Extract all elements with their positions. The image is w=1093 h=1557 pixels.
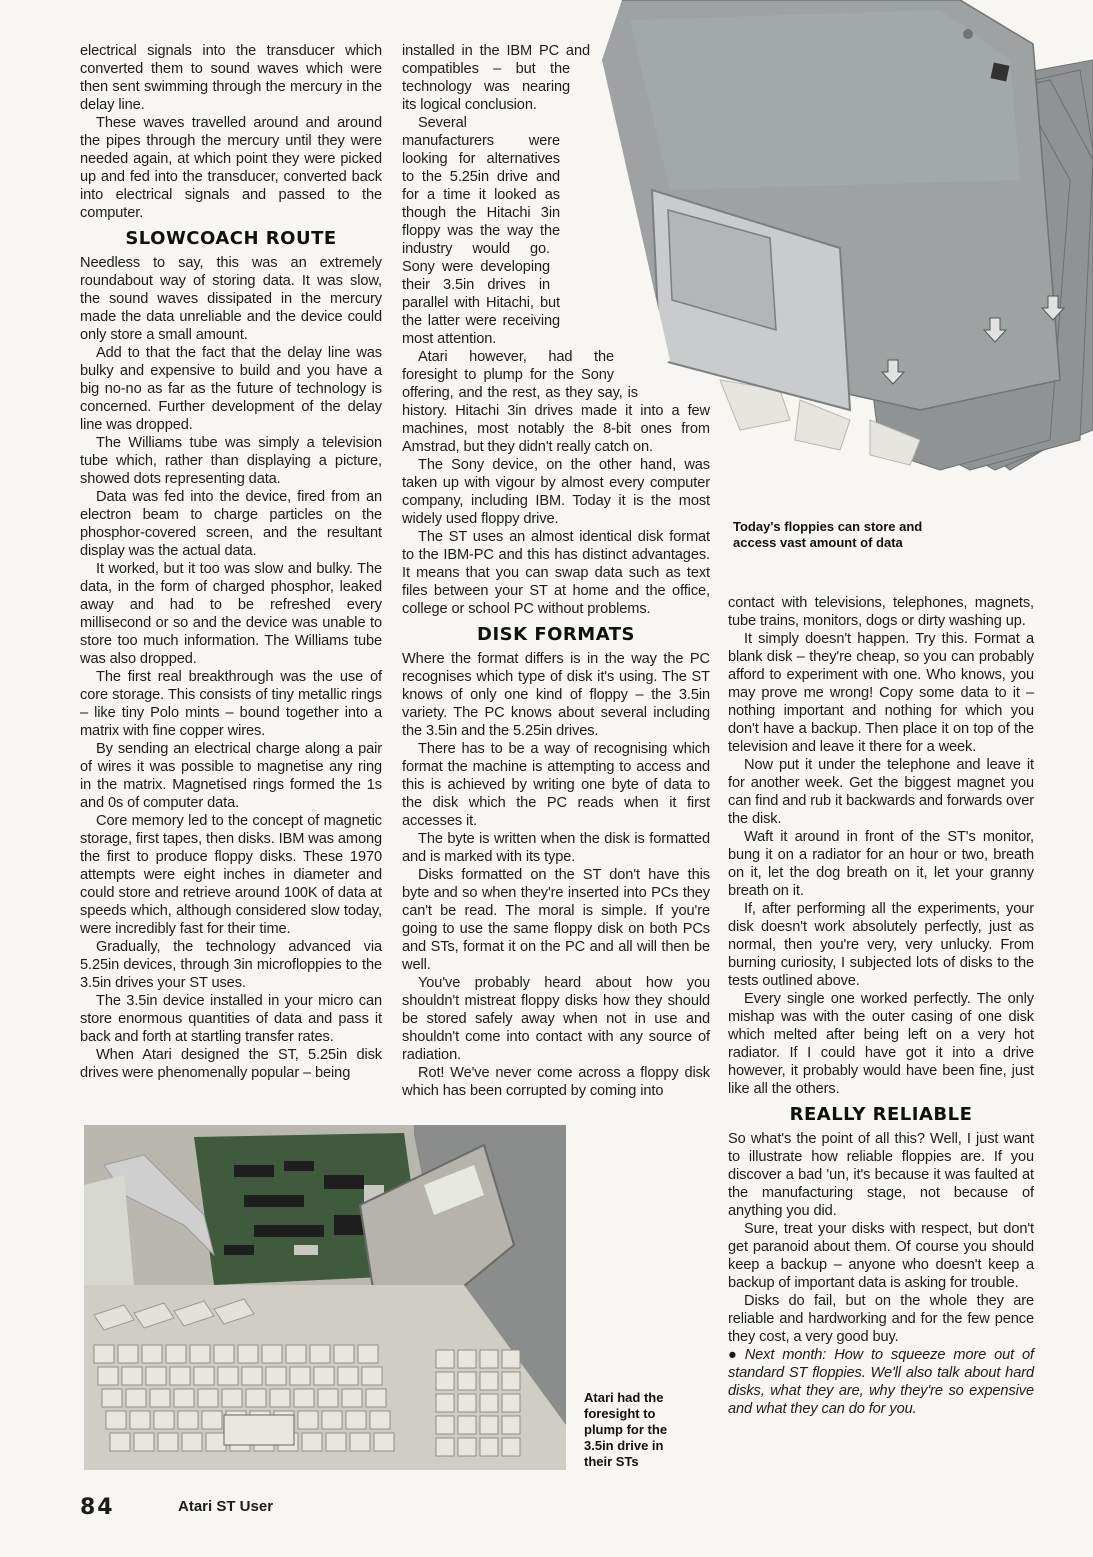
- paragraph: The Sony device, on the other hand, was taken up with vigour by almost every computer company, including IBM. Today it is the most widely used floppy drive.: [402, 457, 710, 527]
- keyboard-key: [262, 1345, 282, 1363]
- paragraph: Data was fed into the device, fired from an electron beam to charge particles on the phosphor-covered screen, and the resultant display was the actual data.: [80, 489, 382, 559]
- keyboard-key: [194, 1367, 214, 1385]
- page-number: 84: [80, 1495, 115, 1520]
- keyboard-key: [290, 1367, 310, 1385]
- keyboard-key: [302, 1433, 322, 1451]
- keyboard-key: [322, 1411, 342, 1429]
- paragraph: The ST uses an almost identical disk format to the IBM-PC and this has distinct advantages. It means that you can swap data such as text files between your ST at home and the office, college or school PC without problems.: [402, 529, 710, 617]
- keyboard-key: [294, 1389, 314, 1407]
- paragraph: So what's the point of all this? Well, I just want to illustrate how reliable floppies are. If you discover a bad 'un, it's because it was faulted at the manufacturing stage, not because of anything you did.: [728, 1131, 1034, 1219]
- keyboard-key: [206, 1433, 226, 1451]
- keyboard-key: [98, 1367, 118, 1385]
- keypad-key: [436, 1372, 454, 1390]
- keypad-key: [502, 1350, 520, 1368]
- keyboard-key: [266, 1367, 286, 1385]
- keyboard-key: [358, 1345, 378, 1363]
- atari-caption: Atari had the foresight to plump for the 3.5in drive in their STs: [584, 1390, 668, 1469]
- paragraph: Disks formatted on the ST don't have this byte and so when they're inserted into PCs they can't be read. The moral is simple. If you're going to use the same floppy disk on both PCs and STs, format it on the PC and all will then be well.: [402, 867, 710, 973]
- paragraph: Rot! We've never come across a floppy disk which has been corrupted by coming into: [402, 1065, 710, 1099]
- paragraph: Waft it around in front of the ST's monitor, bung it on a radiator for an hour or two, breath on it, let the dog breath on it, let your granny breath on it.: [728, 829, 1034, 899]
- keypad-key: [436, 1416, 454, 1434]
- keyboard-key: [242, 1367, 262, 1385]
- keypad-key: [480, 1372, 498, 1390]
- keypad-key: [502, 1394, 520, 1412]
- paragraph: Where the format differs is in the way the PC recognises which type of disk it's using. The ST knows of only one kind of floppy – the 3.5in variety. The PC knows about several including the 3.5in and the 5.25in drives.: [402, 651, 710, 739]
- paragraph: Several manufacturers were looking for alternatives to the 5.25in drive and for a time it looked as though the Hitachi 3in floppy was the way the industry would go. Sony were developing their 3.5in drives in parallel with Hitachi, but the latter were receiving most attention.: [402, 115, 560, 347]
- paragraph: Every single one worked perfectly. The only mishap was with the outer casing of one disk which melted after being left on a very hot radiator. If I could have got it into a drive however, it probably would have been fine, just like all the others.: [728, 991, 1034, 1097]
- keyboard-key: [154, 1411, 174, 1429]
- keyboard-key: [286, 1345, 306, 1363]
- paragraph: Disks do fail, but on the whole they are reliable and hardworking and for the few pence they cost, a very good buy.: [728, 1293, 1034, 1345]
- keypad-key: [458, 1394, 476, 1412]
- keyboard-key: [106, 1411, 126, 1429]
- keyboard-key: [346, 1411, 366, 1429]
- keyboard-key: [238, 1345, 258, 1363]
- keyboard-key: [314, 1367, 334, 1385]
- article-column-3: [728, 594, 1034, 1418]
- keypad-key: [436, 1350, 454, 1368]
- paragraph: It simply doesn't happen. Try this. Format a blank disk – they're cheap, so you can probably afford to experiment with one. Who knows, you may prove me wrong! Copy some data to it – nothing important and nothing for which you don't have a backup. Then place it on top of the television and leave it there for a week.: [728, 631, 1034, 755]
- keyboard-key: [130, 1411, 150, 1429]
- article-column-2: [402, 42, 710, 1100]
- keyboard-key: [158, 1433, 178, 1451]
- paragraph: When Atari designed the ST, 5.25in disk drives were phenomenally popular – being: [80, 1047, 382, 1081]
- paragraph: Needless to say, this was an extremely roundabout way of storing data. It was slow, the sound waves dissipated in the mercury made the data unreliable and the device could only store a small amount.: [80, 255, 382, 343]
- keyboard-key: [202, 1411, 222, 1429]
- paragraph: Sure, treat your disks with respect, but don't get paranoid about them. Of course you should keep a backup – anyone who doesn't keep a backup of important data is asking for trouble.: [728, 1221, 1034, 1291]
- paragraph: By sending an electrical charge along a pair of wires it was possible to magnetise any ring in the matrix. Magnetised rings formed the 1s and 0s of computer data.: [80, 741, 382, 811]
- keyboard-key: [134, 1433, 154, 1451]
- keyboard-key: [178, 1411, 198, 1429]
- bullet-icon: ●: [728, 1347, 741, 1363]
- paragraph: The Williams tube was simply a television tube which, rather than displaying a picture, showed dots representing data.: [80, 435, 382, 487]
- keyboard-key: [326, 1433, 346, 1451]
- keyboard-key: [110, 1433, 130, 1451]
- keyboard-key: [366, 1389, 386, 1407]
- keyboard-key: [310, 1345, 330, 1363]
- keyboard-key: [342, 1389, 362, 1407]
- keypad-key: [436, 1438, 454, 1456]
- keyboard-key: [246, 1389, 266, 1407]
- keyboard-key: [102, 1389, 122, 1407]
- paragraph: The byte is written when the disk is formatted and is marked with its type.: [402, 831, 710, 865]
- keyboard-key: [298, 1411, 318, 1429]
- paragraph: It worked, but it too was slow and bulky. The data, in the form of charged phosphor, leaked away and had to be refreshed every millisecond or so and the device was unable to store too much information. The Williams tube was also dropped.: [80, 561, 382, 667]
- section-heading-slowcoach: SLOWCOACH ROUTE: [125, 228, 337, 249]
- paragraph: You've probably heard about how you shouldn't mistreat floppy disks how they should be stored safely away when not in use and shouldn't come into contact with any source of radiation.: [402, 975, 710, 1063]
- paragraph: The first real breakthrough was the use of core storage. This consists of tiny metallic rings – like tiny Polo mints – bound together into a matrix with fine copper wires.: [80, 669, 382, 739]
- keyboard-key: [338, 1367, 358, 1385]
- keyboard-key: [214, 1345, 234, 1363]
- keyboard-key: [222, 1389, 242, 1407]
- section-heading-disk-formats: DISK FORMATS: [477, 624, 635, 645]
- floppy-caption: Today's floppies can store and access vast amount of data: [733, 519, 923, 550]
- paragraph: installed in the IBM PC and compatibles – but the technology was nearing its logical conclusion.: [402, 43, 590, 113]
- keyboard-key: [174, 1389, 194, 1407]
- keyboard-key: [374, 1433, 394, 1451]
- keyboard-key: [362, 1367, 382, 1385]
- keyboard-key: [126, 1389, 146, 1407]
- keypad-key: [480, 1350, 498, 1368]
- atari-st-photo: [84, 1125, 566, 1470]
- section-heading-really-reliable: REALLY RELIABLE: [789, 1104, 973, 1125]
- keyboard-key: [190, 1345, 210, 1363]
- keyboard-key: [198, 1389, 218, 1407]
- keyboard-key: [94, 1345, 114, 1363]
- paragraph: The 3.5in device installed in your micro can store enormous quantities of data and pass it back and forth at startling transfer rates.: [80, 993, 382, 1045]
- keypad-key: [458, 1350, 476, 1368]
- paragraph: Gradually, the technology advanced via 5.25in devices, through 3in microfloppies to the 3.5in drives your ST uses.: [80, 939, 382, 991]
- article-column-1: [80, 42, 382, 1082]
- publication-name: Atari ST User: [178, 1498, 274, 1515]
- paragraph: Now put it under the telephone and leave it for another week. Get the biggest magnet you can find and rub it backwards and forwards over the disk.: [728, 757, 1034, 827]
- keyboard-key: [170, 1367, 190, 1385]
- paragraph: If, after performing all the experiments, your disk doesn't work absolutely perfectly, just as normal, then you're very, very unlucky. From burning curiosity, I subjected lots of disks to the tests outlined above.: [728, 901, 1034, 989]
- keyboard-key: [122, 1367, 142, 1385]
- keypad-key: [458, 1372, 476, 1390]
- paragraph: contact with televisions, telephones, magnets, tube trains, monitors, dogs or dirty washing up.: [728, 595, 1034, 629]
- keyboard-key: [370, 1411, 390, 1429]
- keyboard-key: [150, 1389, 170, 1407]
- keyboard-key: [318, 1389, 338, 1407]
- paragraph: Add to that the fact that the delay line was bulky and expensive to build and you have a big no-no as far as the future of technology is concerned. Further development of the delay line was dropped.: [80, 345, 382, 433]
- keypad-key: [502, 1416, 520, 1434]
- keyboard-key: [182, 1433, 202, 1451]
- keypad-key: [502, 1372, 520, 1390]
- keypad-key: [480, 1438, 498, 1456]
- next-month-note: [728, 1346, 1034, 1418]
- keyboard-key: [218, 1367, 238, 1385]
- keyboard-key: [334, 1345, 354, 1363]
- keypad-key: [458, 1416, 476, 1434]
- paragraph: electrical signals into the transducer which converted them to sound waves which were then sent swimming through the mercury in the delay line.: [80, 43, 382, 113]
- next-month-text: Next month: How to squeeze more out of standard ST floppies. We'll also talk about hard disks, what they are, why they're so expensive and what they can do for you.: [728, 1347, 1034, 1417]
- paragraph: Atari however, had the foresight to plump for the Sony offering, and the rest, as they say, is history. Hitachi 3in drives made it into a few machines, most notably the 8-bit ones from Amstrad, but they didn't really catch on.: [402, 349, 710, 455]
- keypad-key: [458, 1438, 476, 1456]
- keypad-key: [480, 1394, 498, 1412]
- keyboard-key: [146, 1367, 166, 1385]
- keypad-key: [436, 1394, 454, 1412]
- paragraph: Core memory led to the concept of magnetic storage, first tapes, then disks. IBM was among the first to produce floppy disks. These 1970 attempts were eight inches in diameter and could store and retrieve around 100K of data at speeds which, although considered slow today, were incredibly fast for their time.: [80, 813, 382, 937]
- keyboard-key: [350, 1433, 370, 1451]
- paragraph: There has to be a way of recognising which format the machine is attempting to access and this is achieved by writing one byte of data to the disk which the PC reads when it first accesses it.: [402, 741, 710, 829]
- keypad-key: [502, 1438, 520, 1456]
- keyboard-key: [142, 1345, 162, 1363]
- keyboard-key: [166, 1345, 186, 1363]
- keyboard-key: [118, 1345, 138, 1363]
- paragraph: These waves travelled around and around the pipes through the mercury until they were needed again, at which point they were picked up and fed into the transducer, converted back into electrical signals and passed to the computer.: [80, 115, 382, 221]
- keyboard-key: [270, 1389, 290, 1407]
- keypad-key: [480, 1416, 498, 1434]
